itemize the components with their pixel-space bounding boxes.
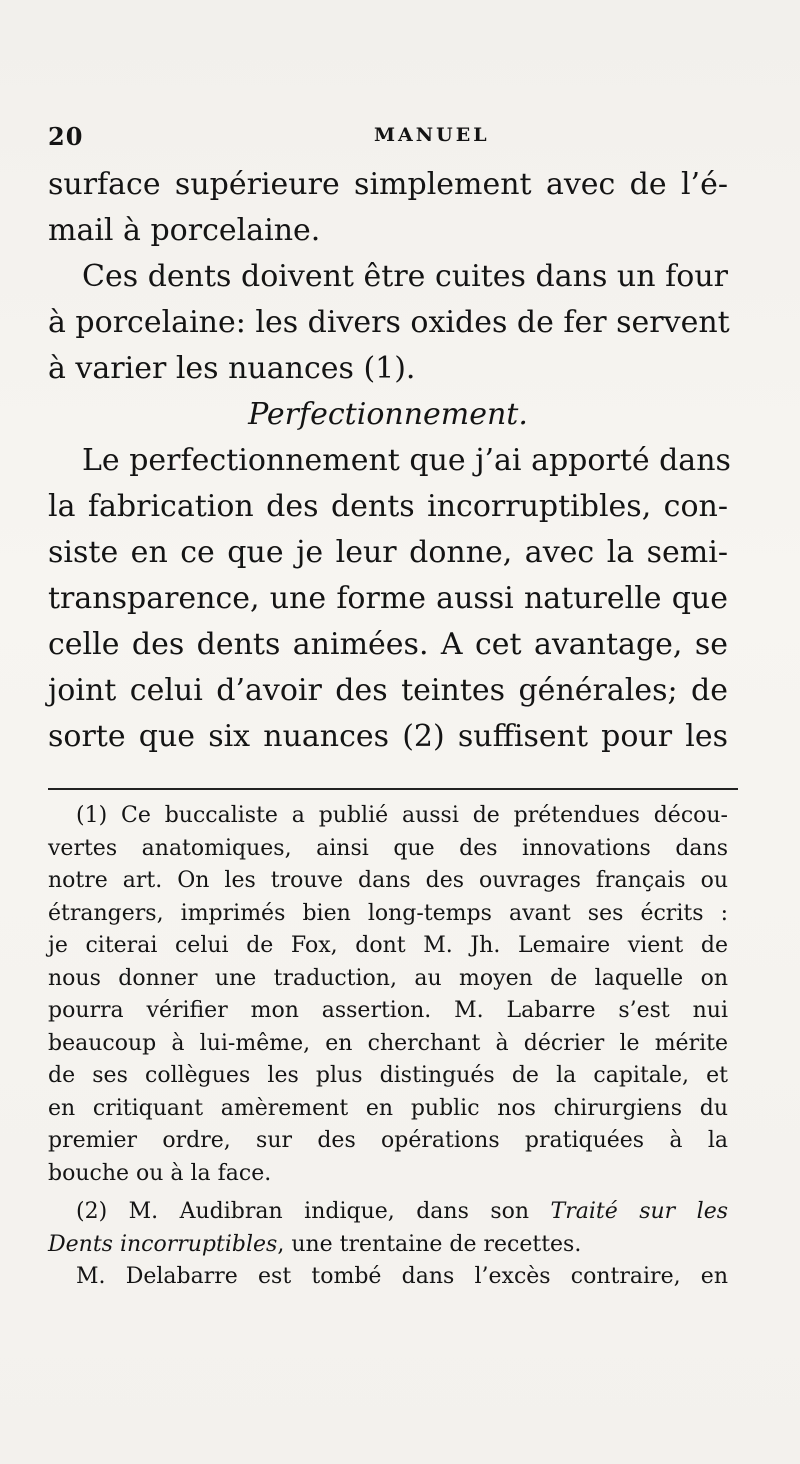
text-line: mail à porcelaine. — [48, 213, 321, 248]
text-line: celle des dents animées. A cet avantage, se — [48, 627, 728, 662]
text-line: Le perfectionnement que j’ai apporté dans — [82, 443, 731, 478]
footnotes — [48, 800, 728, 1294]
text-line: à porcelaine: les divers oxides de fer servent — [48, 305, 730, 340]
footnote-line: étrangers, imprimés bien long-temps avant ses écrits : — [48, 900, 728, 926]
footnote-line — [48, 1196, 728, 1229]
page-number: 20 — [48, 122, 84, 151]
footnote-line: notre art. On les trouve dans des ouvrages français ou — [48, 868, 728, 893]
text-line: surface supérieure simplement avec de l’é- — [48, 167, 728, 202]
footnote-text: (2) M. Audibran indique, dans son — [76, 1199, 551, 1224]
text-line: transparence, une forme aussi naturelle que — [48, 581, 728, 616]
book-title: Traité sur les — [550, 1199, 728, 1224]
footnote-line — [48, 1229, 728, 1262]
footnote-line: beaucoup à lui-même, en cherchant à décrier le mérite — [48, 1030, 728, 1056]
footnote-line: premier ordre, sur des opérations pratiquées à la — [48, 1128, 728, 1153]
text-line: siste en ce que je leur donne, avec la semi- — [48, 535, 728, 570]
footnote-text: , une trentaine de recettes. — [277, 1231, 582, 1257]
text-line: à varier les nuances (1). — [48, 351, 416, 386]
main-text — [48, 162, 731, 760]
footnote-line: vertes anatomiques, ainsi que des innovations dans — [48, 835, 728, 861]
book-title: Dents incorruptibles — [48, 1231, 278, 1257]
footnote-line: bouche ou à la face. — [48, 1160, 272, 1186]
text-line: sorte que six nuances (2) suffisent pour les — [48, 719, 728, 754]
section-heading: Perfectionnement. — [248, 397, 528, 432]
footnote-line: nous donner une traduction, au moyen de laquelle on — [48, 965, 728, 991]
running-head: MANUEL — [374, 124, 490, 146]
text-line: la fabrication des dents incorruptibles, con- — [48, 489, 728, 524]
footnote-line: en critiquant amèrement en public nos chirurgiens du — [48, 1095, 728, 1121]
page-header — [48, 118, 728, 158]
footnote-line: je citerai celui de Fox, dont M. Jh. Lemaire vient de — [48, 933, 728, 958]
footnote-line: pourra vérifier mon assertion. M. Labarre s’est nui — [48, 998, 728, 1023]
footnote-line: M. Delabarre est tombé dans l’excès contraire, en — [76, 1264, 728, 1289]
footnote-line: (1) Ce buccaliste a publié aussi de prétendues décou- — [76, 803, 728, 828]
footnote-rule — [48, 788, 738, 790]
footnote-line: de ses collègues les plus distingués de la capitale, et — [48, 1063, 728, 1088]
text-line: Ces dents doivent être cuites dans un four — [82, 259, 728, 294]
text-line: joint celui d’avoir des teintes générales; de — [48, 673, 728, 708]
